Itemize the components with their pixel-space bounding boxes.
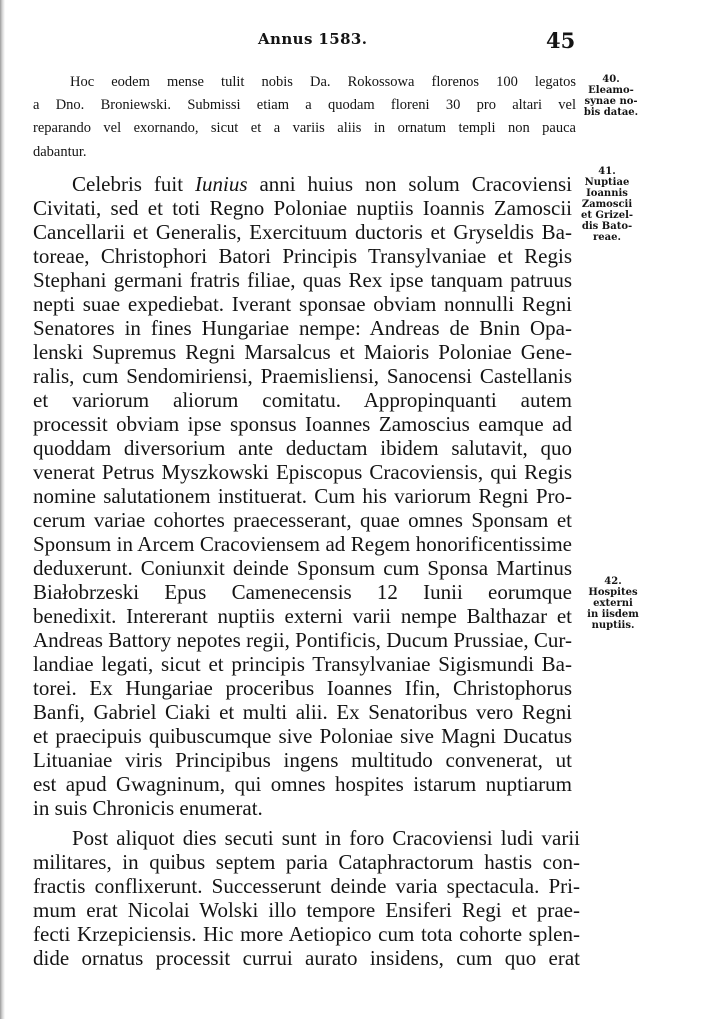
main-paragraph-line: venerat Petrus Myszkowski Episcopus Cracoviensis, qui Regis [33,460,572,484]
margin-note-line: in iisdem [587,609,639,620]
small-paragraph-line: dabantur. [33,144,87,160]
main-paragraph-line: ralis, cum Sendomiriensi, Praemisliensi, Sanocensi Castellanis [33,364,572,388]
margin-note-line: Hospites [588,587,638,598]
main-paragraph-line: in suis Chronicis enumerat. [33,796,263,820]
margin-note-line: externi [593,598,633,609]
main-paragraph-line: quoddam diversorium ante deductam ibidem salutavit, quo [33,436,572,460]
main-paragraph-line: torei. Ex Hungariae proceribus Ioannes Ifin, Christophorus [33,676,572,700]
margin-note-line: et Grizel- [580,210,634,221]
margin-note-line: nuptiis. [591,620,635,631]
margin-note [576,74,646,118]
main-paragraph-line: cerum variae cohortes praecesserant, quae omnes Sponsam et [33,508,572,532]
main-paragraph-line: deduxerunt. Coniunxit deinde Sponsum cum Sponsa Martinus [33,556,572,580]
main-paragraph-line: processit obviam ipse sponsus Ioannes Zamoscius eamque ad [33,412,572,436]
margin-note-number: 40. [602,74,620,85]
main-paragraph-line: Andreas Battory nepotes regii, Pontificis, Ducum Prussiae, Cur- [33,628,572,652]
main-paragraph-line: Senatores in fines Hungariae nempe: Andreas de Bnin Opa- [33,316,572,340]
margin-note-line: Zamoscii [581,199,633,210]
main-paragraph-line: nepti suae expediebat. Iverant sponsae obviam nonnulli Regni [33,292,572,316]
running-title: Annus 1583. [258,30,368,48]
main-paragraph-line: Civitati, sed et toti Regno Poloniae nuptiis Ioannis Zamoscii [33,196,572,220]
first-line-after: anni huius non solum Cracoviensi [259,172,572,196]
small-paragraph-line: reparando vel exornando, sicut et a variis aliis in ornatum templi non pauca [33,120,576,136]
margin-note-line: Nuptiae [584,177,630,188]
main-paragraph-line: nomine salutationem instituerat. Cum his variorum Regni Pro- [33,484,572,508]
margin-note [572,166,642,243]
main-paragraph-line: et variorum aliorum comitatu. Appropinquanti autem [33,388,572,412]
last-paragraph-line: dide ornatus processit currui aurato insidens, cum quo erat [33,946,580,970]
margin-note-line: bis datae. [583,107,639,118]
main-paragraph-line: Cancellarii et Generalis, Exercituum ductoris et Gryseldis Ba- [33,220,572,244]
main-paragraph-line: Banfi, Gabriel Ciaki et multi alii. Ex Senatoribus vero Regni [33,700,572,724]
last-paragraph-line: fecti Krzepiciensis. Hic more Aetiopico cum tota cohorte splen- [33,922,580,946]
margin-note-number: 42. [604,576,622,587]
main-paragraph-line: et praecipuis quibuscumque sive Poloniae sive Magni Ducatus [33,724,572,748]
main-paragraph-line: landiae legati, sicut et principis Transylvaniae Sigismundi Ba- [33,652,572,676]
main-paragraph-line: Sponsum in Arcem Cracoviensem ad Regem honorificentissime [33,532,572,556]
scan-edge-shadow [0,0,5,1019]
small-paragraph-line: a Dno. Broniewski. Submissi etiam a quodam floreni 30 pro altari vel [33,97,576,113]
main-paragraph-line: Lituaniae viris Principibus ingens multitudo convenerat, ut [33,748,572,772]
margin-note-line: dis Bato- [581,221,633,232]
last-paragraph-line: militares, in quibus septem paria Cataphractorum hastis con- [33,850,580,874]
margin-note [578,576,648,631]
margin-note-line: reae. [593,232,621,243]
first-line-italic: Iunius [195,172,248,196]
main-paragraph-line: est apud Gwagninum, qui omnes hospites istarum nuptiarum [33,772,572,796]
main-paragraph-line: Białobrzeski Epus Camenecensis 12 Iunii eorumque [33,580,572,604]
main-paragraph-line: lenski Supremus Regni Marsalcus et Maioris Poloniae Gene- [33,340,572,364]
margin-note-line: Ioannis [586,188,628,199]
last-paragraph-line: fractis conflixerunt. Successerunt deinde varia spectacula. Pri- [33,874,580,898]
main-paragraph-first-line [72,172,572,198]
last-paragraph-line: Post aliquot dies secuti sunt in foro Cracoviensi ludi varii [72,826,580,850]
page-number: 45 [546,28,576,53]
first-line-before: Celebris fuit [72,172,184,196]
margin-note-line: synae no- [584,96,638,107]
margin-note-number: 41. [598,166,616,177]
main-paragraph-line: Stephani germani fratris filiae, quas Rex ipse tanquam patruus [33,268,572,292]
last-paragraph-line: mum erat Nicolai Wolski illo tempore Ensiferi Regi et prae- [33,898,580,922]
main-paragraph-line: toreae, Christophori Batori Principis Transylvaniae et Regis [33,244,572,268]
main-paragraph-line: benedixit. Intererant nuptiis externi varii nempe Balthazar et [33,604,572,628]
small-paragraph-line: Hoc eodem mense tulit nobis Da. Rokossowa florenos 100 legatos [70,74,576,90]
margin-note-line: Eleamo- [588,85,634,96]
